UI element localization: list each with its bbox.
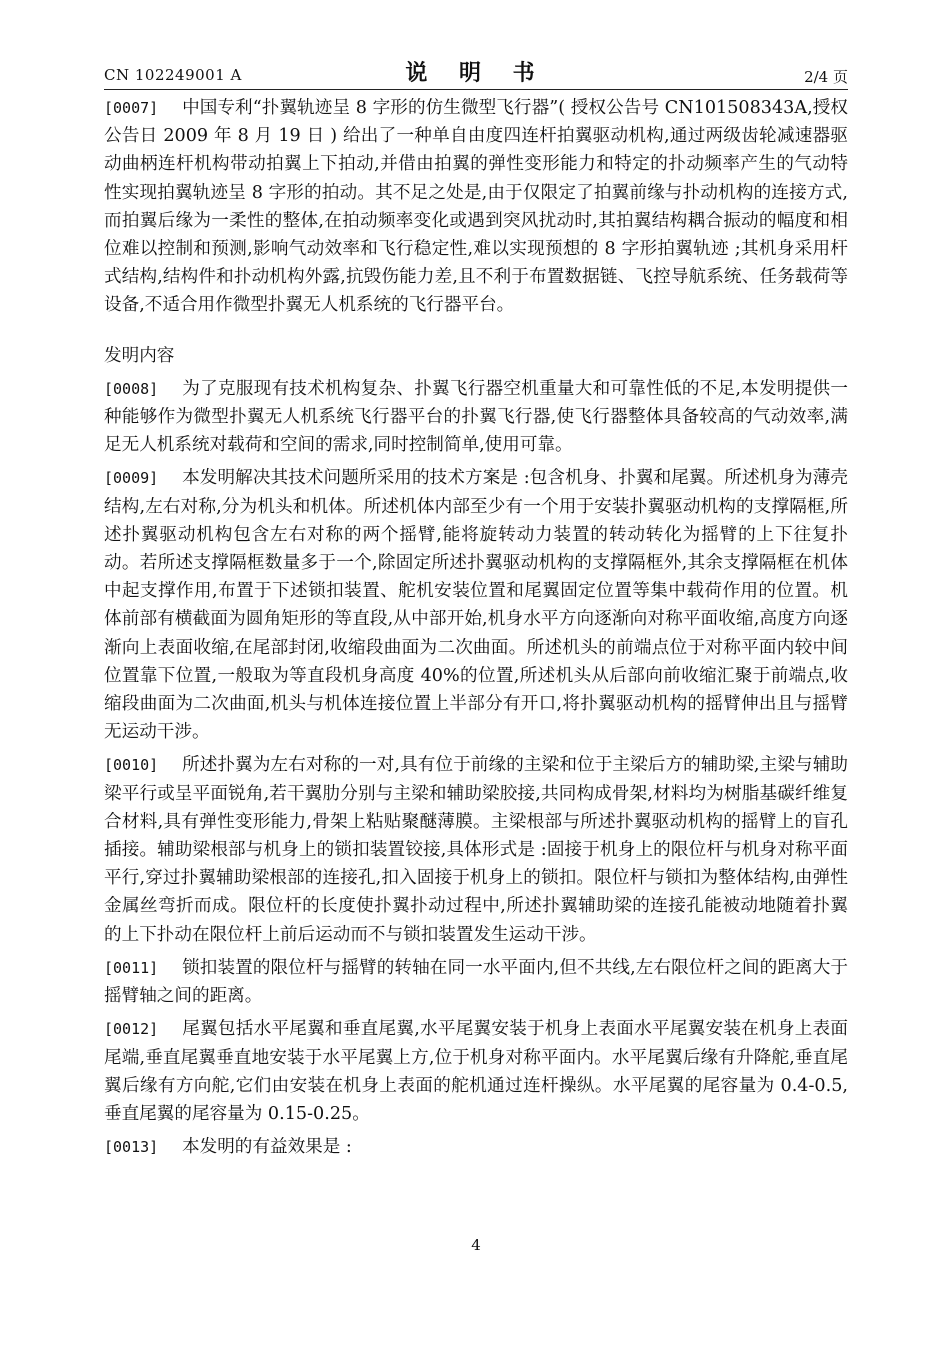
header-divider — [104, 89, 848, 90]
paragraph-0007 — [104, 94, 848, 320]
paragraph-number: [0008] — [104, 379, 159, 398]
page-header — [104, 56, 848, 88]
paragraph-0011 — [104, 954, 848, 1010]
paragraph-0009 — [104, 464, 848, 746]
paragraph-number: [0013] — [104, 1138, 159, 1157]
document-body — [104, 94, 848, 1166]
doc-title: 说 明 书 — [405, 60, 547, 86]
paragraph-text: 本发明的有益效果是 : — [182, 1137, 352, 1158]
page-number: 4 — [471, 1236, 481, 1254]
section-title: 发明内容 — [104, 345, 175, 366]
page-footer — [0, 1236, 952, 1254]
paragraph-text: 中国专利“扑翼轨迹呈 8 字形的仿生微型飞行器”( 授权公告号 CN101508343A,授权公告日 2009 年 8 月 19 日 ) 给出了一种单自由度四连杆拍翼驱动机构,通过两级齿轮减速器驱动曲柄连杆机构带动拍翼上下拍动,并借由拍翼的弹性变形能力和特定的扑动频率产生的气动特性实现拍翼轨迹呈 8 字形的拍动。其不足之处是,由于仅限定了拍翼前缘与扑动机构的连接方式,而拍翼后缘为一柔性的整体,在拍动频率变化或遇到突风扰动时,其拍翼结构耦合振动的幅度和相位难以控制和预测,影响气动效率和飞行稳定性,难以实现预想的 8 字形拍翼轨迹 ;其机身采用杆式结构,结构件和扑动机构外露,抗毁伤能力差,且不利于布置数据链、飞控导航系统、任务载荷等设备,不适合用作微型扑翼无人机系统的飞行器平台。 — [104, 98, 848, 316]
paragraph-0012 — [104, 1015, 848, 1128]
paragraph-text: 尾翼包括水平尾翼和垂直尾翼,水平尾翼安装于机身上表面水平尾翼安装在机身上表面尾端,垂直尾翼垂直地安装于水平尾翼上方,位于机身对称平面内。水平尾翼后缘有升降舵,垂直尾翼后缘有方向舵,它们由安装在机身上表面的舵机通过连杆操纵。水平尾翼的尾容量为 0.4-0.5,垂直尾翼的尾容量为 0.15-0.25。 — [104, 1019, 848, 1124]
paragraph-0010 — [104, 751, 848, 948]
paragraph-text: 为了克服现有技术机构复杂、扑翼飞行器空机重量大和可靠性低的不足,本发明提供一种能够作为微型扑翼无人机系统飞行器平台的扑翼飞行器,使飞行器整体具备较高的气动效率,满足无人机系统对载荷和空间的需求,同时控制简单,使用可靠。 — [104, 378, 848, 456]
paragraph-text: 所述扑翼为左右对称的一对,具有位于前缘的主梁和位于主梁后方的辅助梁,主梁与辅助梁平行或呈平面锐角,若干翼肋分别与主梁和辅助梁胶接,共同构成骨架,材料均为树脂基碳纤维复合材料,具有弹性变形能力,骨架上粘贴聚醚薄膜。主梁根部与所述扑翼驱动机构的摇臂上的盲孔插接。辅助梁根部与机身上的锁扣装置铰接,具体形式是 :固接于机身上的限位杆与机身对称平面平行,穿过扑翼辅助梁根部的连接孔,扣入固接于机身上的锁扣。限位杆与锁扣为整体结构,由弹性金属丝弯折而成。限位杆的长度使扑翼扑动过程中,所述扑翼辅助梁的连接孔能被动地随着扑翼的上下扑动在限位杆上前后运动而不与锁扣装置发生运动干涉。 — [104, 755, 848, 945]
paragraph-0008 — [104, 375, 848, 460]
paragraph-number: [0011] — [104, 958, 159, 977]
paragraph-number: [0010] — [104, 756, 159, 775]
paragraph-number: [0012] — [104, 1020, 159, 1039]
paragraph-text: 本发明解决其技术问题所采用的技术方案是 :包含机身、扑翼和尾翼。所述机身为薄壳结构,左右对称,分为机头和机体。所述机体内部至少有一个用于安装扑翼驱动机构的支撑隔框,所述扑翼驱动机构包含左右对称的两个摇臂,能将旋转动力装置的转动转化为摇臂的上下往复扑动。若所述支撑隔框数量多于一个,除固定所述扑翼驱动机构的支撑隔框外,其余支撑隔框在机体中起支撑作用,布置于下述锁扣装置、舵机安装位置和尾翼固定位置等集中载荷作用的位置。机体前部有横截面为圆角矩形的等直段,从中部开始,机身水平方向逐渐向对称平面收缩,高度方向逐渐向上表面收缩,在尾部封闭,收缩段曲面为二次曲面。所述机头的前端点位于对称平面内较中间位置靠下位置,一般取为等直段机身高度 40%的位置,所述机头从后部向前收缩汇聚于前端点,收缩段曲面为二次曲面,机头与机体连接位置上半部分有开口,将扑翼驱动机构的摇臂伸出且与摇臂无运动干涉。 — [104, 468, 848, 743]
paragraph-number: [0009] — [104, 469, 159, 488]
paragraph-0013 — [104, 1133, 848, 1161]
paragraph-text: 锁扣装置的限位杆与摇臂的转轴在同一水平面内,但不共线,左右限位杆之间的距离大于摇臂轴之间的距离。 — [104, 957, 848, 1007]
paragraph-number: [0007] — [104, 99, 159, 117]
doc-number: CN 102249001 A — [104, 66, 242, 84]
page-info: 2/4 页 — [804, 68, 848, 86]
